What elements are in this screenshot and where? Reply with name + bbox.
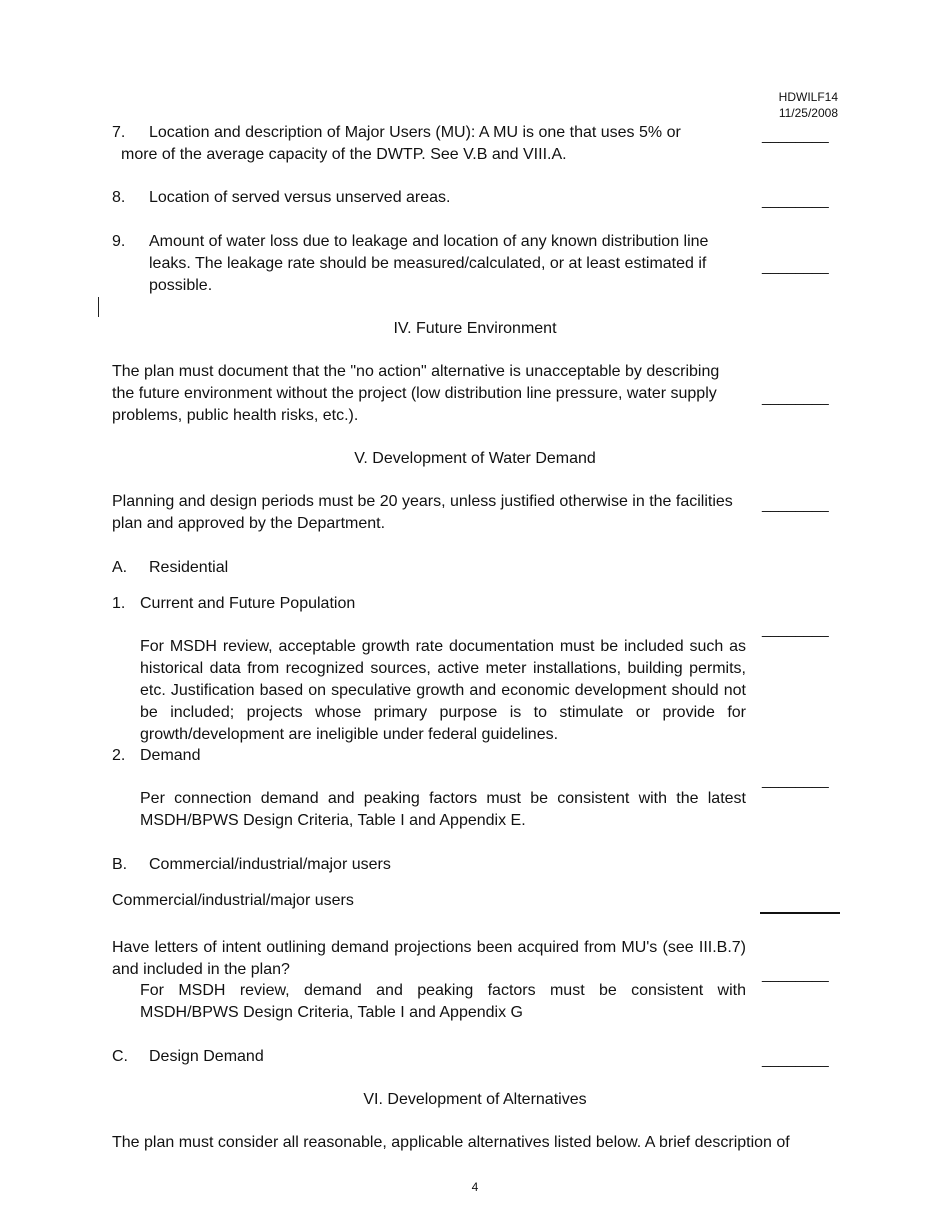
section-iv-para-line1: The plan must document that the "no action" alternative is unacceptable by describing <box>112 363 720 380</box>
item-7-number: 7. <box>112 124 126 141</box>
sub1-number: 1. <box>112 595 126 612</box>
sub2-text: Per connection demand and peaking factors must be consistent with the latest MSDH/BPWS Design Criteria, Table I and Appendix E. <box>140 790 746 829</box>
section-v-para-line1: Planning and design periods must be 20 years, unless justified otherwise in the facilities <box>112 493 733 510</box>
section-iv-para-line3: problems, public health risks, etc.). <box>112 407 359 424</box>
signature-rule <box>760 912 840 914</box>
subsection-a-label: A. <box>112 559 128 576</box>
item-9-text-line3: possible. <box>149 277 213 294</box>
checkoff-blank[interactable]: ________ <box>762 389 829 406</box>
section-v-para-line2: plan and approved by the Department. <box>112 515 386 532</box>
checkoff-blank[interactable]: ________ <box>762 258 829 275</box>
document-code: HDWILF14 <box>778 90 838 104</box>
item-7-text-line2: more of the average capacity of the DWTP. See V.B and VIII.A. <box>121 146 567 163</box>
section-iv-para-line2: the future environment without the project (low distribution line pressure, water supply <box>112 385 717 402</box>
checkoff-blank[interactable]: ________ <box>762 772 829 789</box>
sub1-text: For MSDH review, acceptable growth rate documentation must be included such as historical data from recognized sources, active meter installations, building permits, etc. Justification based on speculative growth and economic development should not be included; projects whose primary purpose is to stimulate or provide for growth/development are ineligible under federal guidelines. <box>140 638 746 743</box>
checkoff-blank[interactable]: ________ <box>762 127 829 144</box>
item-9-number: 9. <box>112 233 126 250</box>
subsection-c-title: Design Demand <box>149 1048 264 1065</box>
item-9-text-line2: leaks. The leakage rate should be measured/calculated, or at least estimated if <box>149 255 707 272</box>
text-cursor <box>98 297 99 317</box>
item-9-text-line1: Amount of water loss due to leakage and location of any known distribution line <box>149 233 709 250</box>
item-8-number: 8. <box>112 189 126 206</box>
sub2-title: Demand <box>140 747 201 764</box>
subsection-b-line: Commercial/industrial/major users <box>112 892 354 909</box>
subsection-b-title: Commercial/industrial/major users <box>149 856 391 873</box>
subsection-a-title: Residential <box>149 559 229 576</box>
item-8-text: Location of served versus unserved areas. <box>149 189 451 206</box>
sub1-title: Current and Future Population <box>140 595 356 612</box>
subsection-b-sub: For MSDH review, demand and peaking factors must be consistent with MSDH/BPWS Design Criteria, Table I and Appendix G <box>140 982 746 1021</box>
section-iv-heading: IV. Future Environment <box>393 320 557 337</box>
page-number: 4 <box>471 1180 479 1194</box>
subsection-b-para: Have letters of intent outlining demand projections been acquired from MU's (see III.B.7) and included in the plan? <box>112 939 746 978</box>
item-7-text-line1: Location and description of Major Users (MU): A MU is one that uses 5% or <box>149 124 681 141</box>
checkoff-blank[interactable]: ________ <box>762 1051 829 1068</box>
checkoff-blank[interactable]: ________ <box>762 192 829 209</box>
subsection-b-label: B. <box>112 856 128 873</box>
section-vi-para-line1: The plan must consider all reasonable, applicable alternatives listed below. A brief description of <box>112 1134 790 1151</box>
section-v-heading: V. Development of Water Demand <box>354 450 596 467</box>
checkoff-blank[interactable]: ________ <box>762 621 829 638</box>
section-vi-heading: VI. Development of Alternatives <box>363 1091 587 1108</box>
checkoff-blank[interactable]: ________ <box>762 496 829 513</box>
subsection-c-label: C. <box>112 1048 128 1065</box>
sub2-number: 2. <box>112 747 126 764</box>
document-date: 11/25/2008 <box>778 106 838 120</box>
checkoff-blank[interactable]: ________ <box>762 966 829 983</box>
